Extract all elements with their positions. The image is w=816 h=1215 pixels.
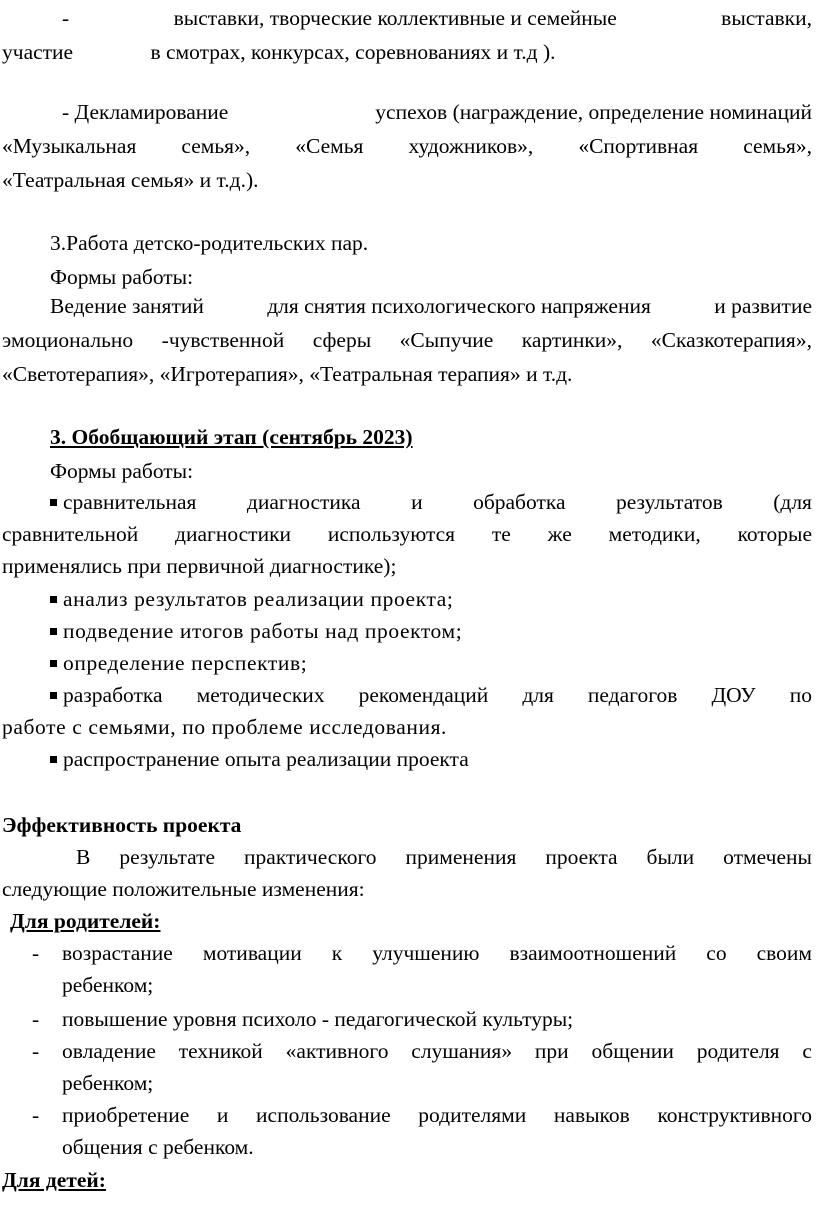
word: диагностика bbox=[246, 490, 361, 514]
eff-d4-line1 bbox=[62, 1105, 812, 1127]
eff-d1-line2: ребенком; bbox=[62, 973, 154, 997]
word: своим bbox=[756, 941, 812, 965]
bullet-item bbox=[50, 749, 469, 771]
bullet-item bbox=[50, 653, 307, 675]
dash-marker: - bbox=[32, 1103, 40, 1127]
word: рекомендаций bbox=[358, 683, 489, 707]
forms-label: Формы работы: bbox=[50, 265, 194, 289]
eff-intro-line2: следующие положительные изменения: bbox=[2, 877, 365, 901]
bullet-square-icon bbox=[50, 756, 57, 763]
word: педагогов bbox=[587, 683, 678, 707]
text-segment: выставки, творческие коллективные и семейные bbox=[173, 6, 617, 30]
word: и bbox=[216, 1103, 229, 1127]
word: общении bbox=[591, 1039, 674, 1063]
stage-b1-line3: применялись при первичной диагностике); bbox=[2, 554, 397, 578]
word: результате bbox=[119, 845, 216, 869]
bullet-square-icon bbox=[50, 685, 63, 707]
s3-line3: «Светотерапия», «Игротерапия», «Театральная терапия» и т.д. bbox=[2, 362, 573, 386]
stage-b1-line1 bbox=[63, 492, 812, 514]
text-segment: успехов (награждение, определение номинаций bbox=[375, 100, 812, 124]
s3-line2 bbox=[2, 330, 812, 352]
word: В bbox=[76, 845, 91, 869]
bullet-square-icon bbox=[50, 596, 57, 603]
p1-line1 bbox=[62, 8, 812, 30]
word: возрастание bbox=[62, 941, 173, 965]
eff-d3-line2: ребенком; bbox=[62, 1071, 154, 1095]
word: семья», bbox=[181, 134, 251, 158]
word: эмоционально bbox=[2, 328, 134, 352]
word: использование bbox=[256, 1103, 391, 1127]
bullet-item bbox=[50, 589, 453, 611]
dash-marker: - bbox=[62, 6, 70, 30]
stage-b5-line1 bbox=[63, 685, 812, 707]
s3-line1 bbox=[50, 296, 812, 318]
bullet-square-icon bbox=[50, 628, 57, 635]
word: сравнительная bbox=[63, 490, 197, 514]
p2-line3: «Театральная семья» и т.д.). bbox=[2, 168, 259, 192]
word: «активного bbox=[285, 1039, 389, 1063]
word: «Спортивная bbox=[578, 134, 699, 158]
word: художников», bbox=[408, 134, 534, 158]
dash-marker: - bbox=[32, 1039, 40, 1063]
bullet-text: анализ результатов реализации проекта; bbox=[63, 587, 454, 611]
word: результатов bbox=[615, 490, 723, 514]
word: родителями bbox=[418, 1103, 527, 1127]
word: и bbox=[411, 490, 423, 514]
word: проекта bbox=[545, 845, 618, 869]
p1-line2 bbox=[2, 42, 555, 64]
stage-b1-line2 bbox=[2, 524, 812, 546]
word: были bbox=[646, 845, 695, 869]
p2-line1 bbox=[62, 102, 812, 124]
word: сравнительной bbox=[2, 522, 139, 546]
word: для bbox=[522, 683, 554, 707]
word: «Сказкотерапия», bbox=[650, 328, 812, 352]
text-segment: участие bbox=[2, 40, 74, 64]
word: при bbox=[534, 1039, 569, 1063]
word: конструктивного bbox=[657, 1103, 812, 1127]
effectiveness-title: Эффективность проекта bbox=[2, 813, 242, 837]
text-segment: выставки, bbox=[721, 6, 812, 30]
section-title-pairs-work: 3.Работа детско-родительских пар. bbox=[50, 231, 369, 255]
text-segment: Ведение занятий bbox=[50, 294, 204, 318]
parents-heading: Для родителей: bbox=[10, 909, 161, 933]
word: практического bbox=[244, 845, 377, 869]
word: ДОУ bbox=[711, 683, 756, 707]
word: методики, bbox=[608, 522, 701, 546]
word: родителя bbox=[696, 1039, 780, 1063]
bullet-item bbox=[50, 621, 462, 643]
word: отмечены bbox=[723, 845, 812, 869]
bullet-square-icon bbox=[50, 492, 63, 514]
eff-d2: повышение уровня психоло - педагогической культуры; bbox=[62, 1007, 574, 1031]
text-segment: - Декламирование bbox=[62, 100, 229, 124]
word: сферы bbox=[312, 328, 372, 352]
word: диагностики bbox=[175, 522, 292, 546]
word: картинки», bbox=[521, 328, 623, 352]
word: к bbox=[331, 941, 343, 965]
word: овладение bbox=[62, 1039, 156, 1063]
word: приобретение bbox=[62, 1103, 190, 1127]
dash-marker: - bbox=[32, 941, 40, 965]
word: семья», bbox=[743, 134, 812, 158]
word: же bbox=[547, 522, 572, 546]
word: мотивации bbox=[202, 941, 302, 965]
word: -чувственной bbox=[161, 328, 285, 352]
word: (для bbox=[773, 490, 812, 514]
word: «Музыкальная bbox=[2, 134, 137, 158]
text-segment: в смотрах, конкурсах, соревнованиях и т.д ). bbox=[150, 40, 556, 64]
bullet-text: определение перспектив; bbox=[63, 651, 308, 675]
word: навыков bbox=[553, 1103, 630, 1127]
forms-label: Формы работы: bbox=[50, 459, 194, 483]
dash-marker: - bbox=[32, 1007, 40, 1031]
word: с bbox=[802, 1039, 812, 1063]
word: техникой bbox=[178, 1039, 263, 1063]
word: методических bbox=[196, 683, 325, 707]
bullet-text: распространение опыта реализации проекта bbox=[63, 747, 469, 771]
word: со bbox=[706, 941, 727, 965]
p2-line2 bbox=[2, 136, 812, 158]
word: слушания» bbox=[411, 1039, 513, 1063]
text-segment: для снятия психологического напряжения bbox=[267, 294, 651, 318]
eff-intro-line1 bbox=[76, 847, 812, 869]
word: разработка bbox=[63, 683, 163, 707]
word: улучшению bbox=[372, 941, 480, 965]
word: «Сыпучие bbox=[399, 328, 494, 352]
eff-d4-line2: общения с ребенком. bbox=[62, 1135, 254, 1159]
eff-d1-line1 bbox=[62, 943, 812, 965]
word: те bbox=[491, 522, 511, 546]
word: обработка bbox=[473, 490, 566, 514]
stage-b5-line2: работе с семьями, по проблеме исследования. bbox=[2, 715, 448, 739]
word: которые bbox=[737, 522, 812, 546]
word: применения bbox=[405, 845, 517, 869]
word: используются bbox=[327, 522, 456, 546]
word: по bbox=[789, 683, 812, 707]
kids-heading: Для детей: bbox=[2, 1168, 106, 1192]
eff-d3-line1 bbox=[62, 1041, 812, 1063]
bullet-text: подведение итогов работы над проектом; bbox=[63, 619, 463, 643]
text-segment: и развитие bbox=[714, 294, 812, 318]
bullet-square-icon bbox=[50, 660, 57, 667]
word: «Семья bbox=[295, 134, 364, 158]
stage-title: 3. Обобщающий этап (сентябрь 2023) bbox=[50, 425, 413, 449]
word: взаимоотношений bbox=[509, 941, 677, 965]
